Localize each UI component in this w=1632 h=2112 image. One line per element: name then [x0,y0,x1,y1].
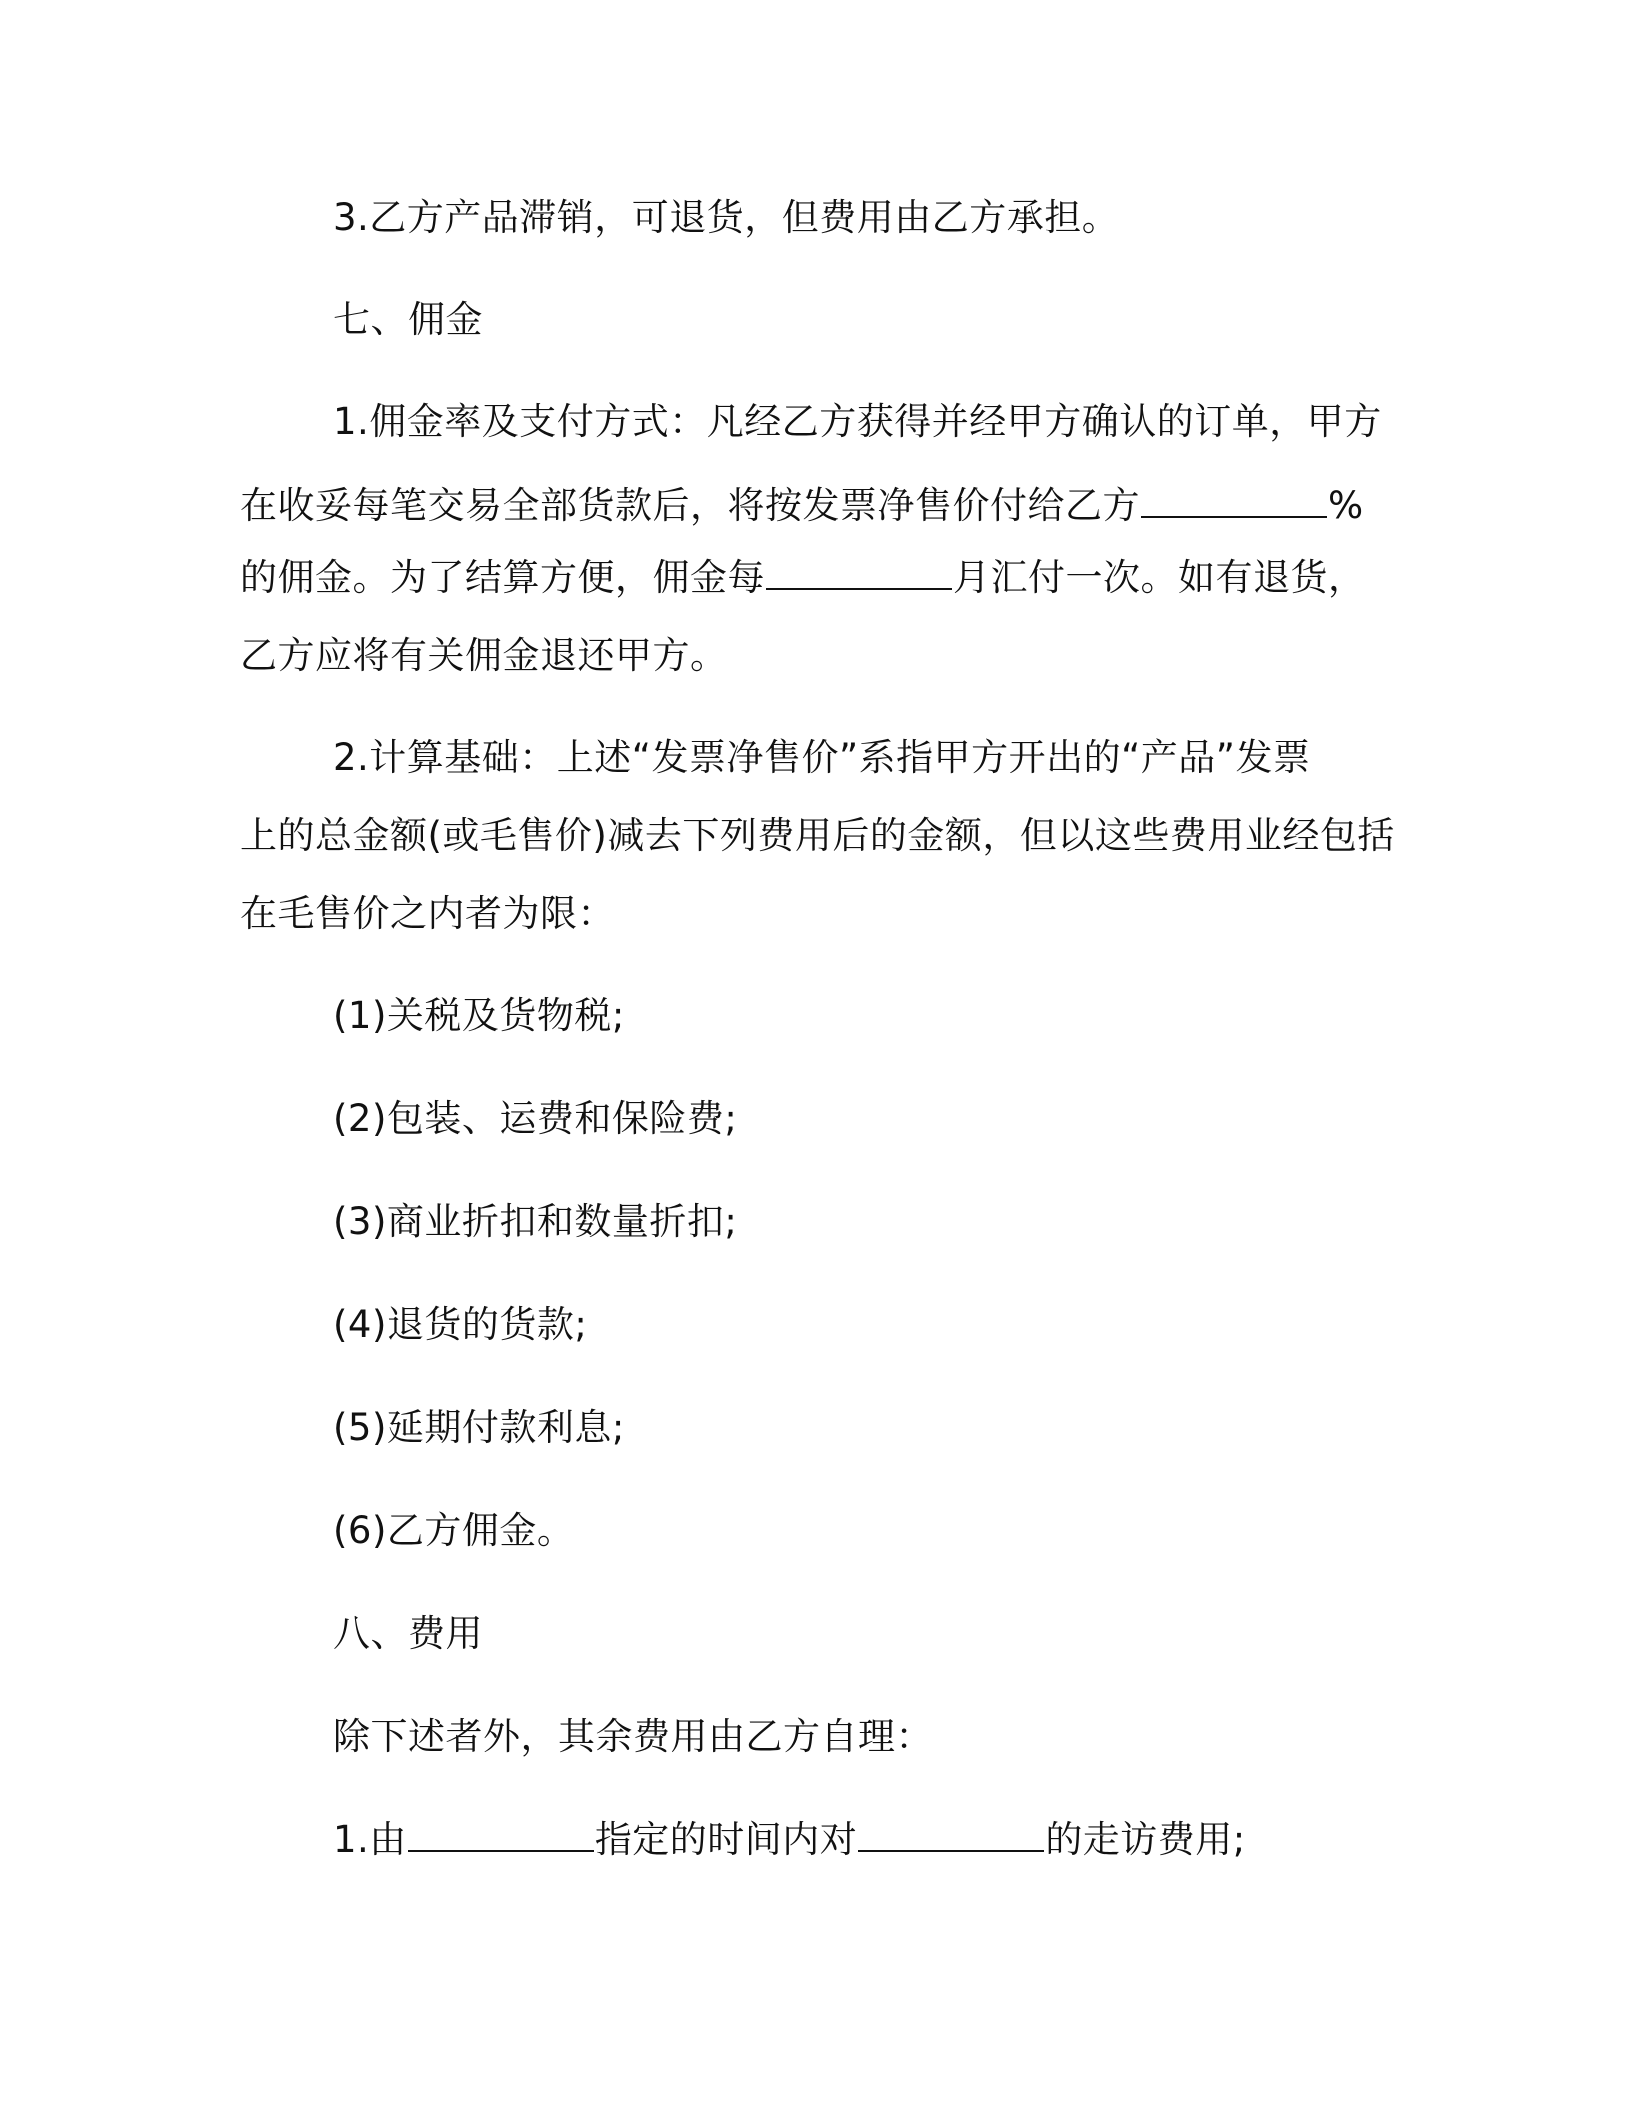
list-item-3 [333,1200,737,1244]
text: 的佣金。为了结算方便，佣金每 [240,556,765,599]
text: 在收妥每笔交易全部货款后，将按发票净售价付给乙方 [240,484,1140,527]
list-item-5 [333,1406,625,1450]
blank-fill-line [766,558,952,590]
text: 月汇付一次。如有退货， [953,556,1366,599]
text: 1.佣金率及支付方式：凡经乙方获得并经甲方确认的订单，甲方 [333,400,1382,443]
paragraph-expenses-1 [333,1818,1246,1862]
list-item-6 [333,1509,574,1553]
text: (4)退货的货款; [333,1303,588,1346]
text: 在毛售价之内者为限： [240,892,615,935]
paragraph-commission-1-line-4 [240,634,728,678]
text: 2.计算基础：上述“发票净售价”系指甲方开出的“产品”发票 [333,736,1311,779]
text: 除下述者外，其余费用由乙方自理： [333,1715,933,1758]
list-item-4 [333,1303,587,1347]
blank-fill-line [408,1820,594,1852]
text: 乙方应将有关佣金退还甲方。 [240,634,728,677]
paragraph-commission-1-line-1 [333,400,1382,444]
text: 指定的时间内对 [594,1818,858,1861]
text: (6)乙方佣金。 [333,1509,575,1552]
paragraph-basis-2-line-1 [333,736,1310,780]
text: (2)包装、运费和保险费; [333,1097,738,1140]
text: 上的总金额(或毛售价)减去下列费用后的金额，但以这些费用业经包括 [240,814,1395,857]
list-item-2 [333,1097,737,1141]
text: 的走访费用; [1045,1818,1246,1861]
list-item-1 [333,994,625,1038]
paragraph-basis-2-line-3 [240,892,615,936]
paragraph-basis-2-line-2 [240,814,1395,858]
blank-fill-line [858,1820,1044,1852]
paragraph-item-3 [333,196,1119,240]
text: 3.乙方产品滞销，可退货，但费用由乙方承担。 [333,196,1120,239]
text: 1.由 [333,1818,407,1861]
paragraph-expenses-intro [333,1715,933,1759]
blank-fill-line [1141,486,1327,518]
paragraph-commission-1-line-3 [240,556,1366,600]
text: (3)商业折扣和数量折扣; [333,1200,738,1243]
text: 八、费用 [333,1612,483,1655]
section-heading-7 [333,298,483,342]
text: 七、佣金 [333,298,483,341]
text: (1)关税及货物税; [333,994,625,1037]
paragraph-commission-1-line-2 [240,484,1364,528]
text: (5)延期付款利息; [333,1406,625,1449]
section-heading-8 [333,1612,483,1656]
text: % [1328,484,1364,527]
